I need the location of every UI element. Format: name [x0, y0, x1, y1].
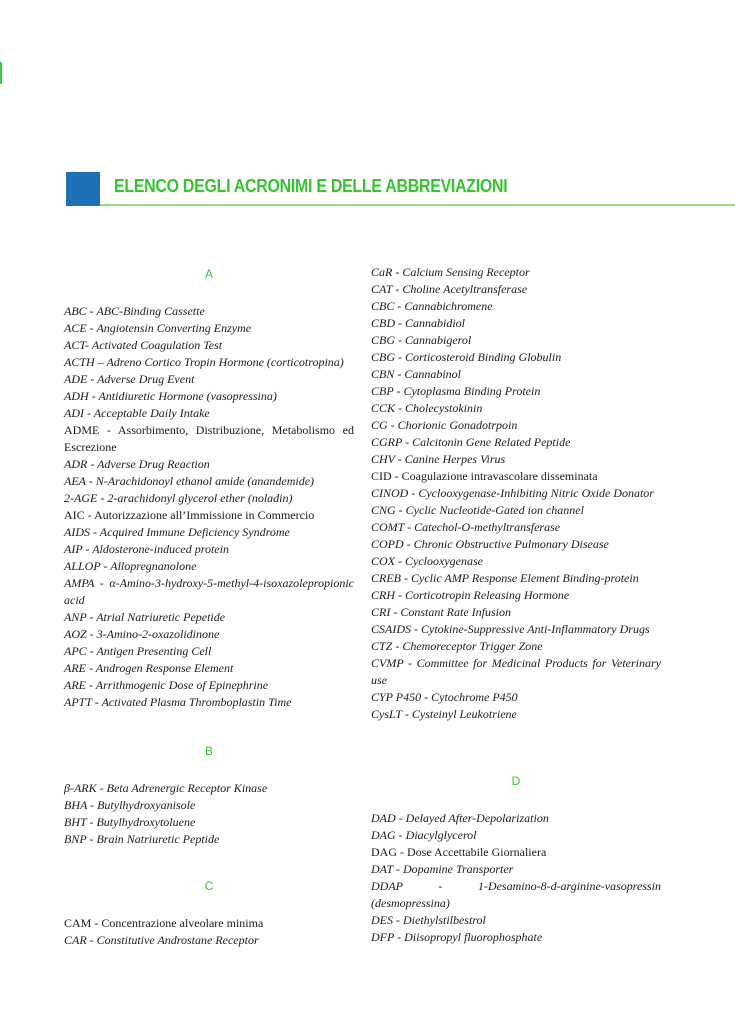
acronym-entry: CG - Chorionic Gonadotrpoin	[371, 418, 518, 432]
acronym-entry: CCK - Cholecystokinin	[371, 401, 483, 415]
section-c	[64, 878, 354, 949]
acronym-entry: DAG - Diacylglycerol	[371, 828, 477, 842]
acronym-entry: CysLT - Cysteinyl Leukotriene	[371, 707, 517, 721]
acronym-entry: ADE - Adverse Drug Event	[64, 372, 195, 386]
acronym-entry: ACTH – Adreno Cortico Tropin Hormone (corticotropina)	[64, 355, 344, 369]
acronym-entry: CRI - Constant Rate Infusion	[371, 605, 511, 619]
acronym-entry: ADME - Assorbimento, Distribuzione, Metabolismo ed Escrezione	[64, 423, 354, 454]
entry-list	[371, 810, 661, 946]
acronym-entry: CBN - Cannabinol	[371, 367, 462, 381]
acronym-entry: ACT- Activated Coagulation Test	[64, 338, 223, 352]
acronym-entry: ARE - Androgen Response Element	[64, 661, 234, 675]
acronym-entry: DAD - Delayed After-Depolarization	[371, 811, 549, 825]
acronym-entry: β-ARK - Beta Adrenergic Receptor Kinase	[64, 781, 268, 795]
acronym-entry: APC - Antigen Presenting Cell	[64, 644, 212, 658]
acronym-entry: CRH - Corticotropin Releasing Hormone	[371, 588, 570, 602]
page-title: ELENCO DEGLI ACRONIMI E DELLE ABBREVIAZIONI	[114, 175, 508, 196]
acronym-entry: CTZ - Chemoreceptor Trigger Zone	[371, 639, 543, 653]
acronym-entry: BHT - Butylhydroxytoluene	[64, 815, 196, 829]
header-rule	[100, 204, 735, 206]
acronym-entry: DES - Diethylstilbestrol	[371, 913, 486, 927]
acronym-entry: CSAIDS - Cytokine-Suppressive Anti-Inflammatory Drugs	[371, 622, 650, 636]
entry-list	[371, 264, 661, 723]
acronym-entry: DAT - Dopamine Transporter	[371, 862, 514, 876]
acronym-entry: CaR - Calcium Sensing Receptor	[371, 265, 530, 279]
section-c-continued	[371, 264, 661, 723]
section-header	[66, 172, 735, 208]
section-a	[64, 266, 354, 711]
acronym-entry: BNP - Brain Natriuretic Peptide	[64, 832, 220, 846]
section-letter: D	[511, 774, 521, 788]
acronym-entry: AMPA - α-Amino-3-hydroxy-5-methyl-4-isoxazolepropionic acid	[64, 576, 354, 607]
acronym-entry: ANP - Atrial Natriuretic Pepetide	[64, 610, 226, 624]
acronym-entry: CVMP - Committee for Medicinal Products for Veterinary use	[371, 656, 661, 687]
acronym-entry: CAM - Concentrazione alveolare minima	[64, 916, 264, 930]
acronym-entry: ADI - Acceptable Daily Intake	[64, 406, 210, 420]
entry-list	[64, 303, 354, 711]
acronym-entry: AIC - Autorizzazione all’Immissione in Commercio	[64, 508, 315, 522]
acronym-entry: COX - Cyclooxygenase	[371, 554, 483, 568]
acronym-entry: BHA - Butylhydroxyanisole	[64, 798, 196, 812]
acronym-entry: ACE - Angiotensin Converting Enzyme	[64, 321, 252, 335]
acronym-entry: CBG - Cannabigerol	[371, 333, 472, 347]
acronym-entry: AOZ - 3-Amino-2-oxazolidinone	[64, 627, 220, 641]
section-b	[64, 743, 354, 848]
acronym-entry: APTT - Activated Plasma Thromboplastin Time	[64, 695, 292, 709]
acronym-entry: ADR - Adverse Drug Reaction	[64, 457, 210, 471]
acronym-entry: CBD - Cannabidiol	[371, 316, 466, 330]
acronym-entry: 2-AGE - 2-arachidonyl glycerol ether (noladin)	[64, 491, 293, 505]
acronym-entry: CHV - Canine Herpes Virus	[371, 452, 506, 466]
acronym-entry: AIDS - Acquired Immune Deficiency Syndrome	[64, 525, 290, 539]
acronym-entry: CBG - Corticosteroid Binding Globulin	[371, 350, 562, 364]
acronym-entry: DDAP - 1-Desamino-8-d-arginine-vasopressin (desmopressina)	[371, 879, 661, 910]
section-letter: B	[204, 744, 213, 758]
section-d	[371, 773, 661, 946]
entry-list	[64, 780, 354, 848]
acronym-entry: ALLOP - Allopregnanolone	[64, 559, 197, 573]
section-letter: C	[204, 879, 214, 893]
acronym-entry: ABC - ABC-Binding Cassette	[64, 304, 205, 318]
acronym-entry: AIP - Aldosterone-induced protein	[64, 542, 229, 556]
acronym-entry: DAG - Dose Accettabile Giornaliera	[371, 845, 547, 859]
acronym-entry: CNG - Cyclic Nucleotide-Gated ion channel	[371, 503, 584, 517]
acronym-entry: CGRP - Calcitonin Gene Related Peptide	[371, 435, 571, 449]
entry-list	[64, 915, 354, 949]
acronym-entry: CBC - Cannabichromene	[371, 299, 493, 313]
acronym-entry: ADH - Antidiuretic Hormone (vasopressina)	[64, 389, 277, 403]
header-color-block	[66, 172, 100, 206]
acronym-entry: DFP - Diisopropyl fluorophosphate	[371, 930, 543, 944]
acronym-entry: COMT - Catechol-O-methyltransferase	[371, 520, 561, 534]
acronym-entry: ARE - Arrithmogenic Dose of Epinephrine	[64, 678, 269, 692]
acronym-entry: CAR - Constitutive Androstane Receptor	[64, 933, 259, 947]
acronym-entry: CAT - Choline Acetyltransferase	[371, 282, 528, 296]
acronym-entry: CREB - Cyclic AMP Response Element Binding-protein	[371, 571, 639, 585]
acronym-entry: CINOD - Cyclooxygenase-Inhibiting Nitric Oxide Donator	[371, 486, 654, 500]
page-edge-marker	[0, 62, 2, 84]
acronym-entry: CBP - Cytoplasma Binding Protein	[371, 384, 541, 398]
section-letter: A	[204, 267, 213, 281]
acronym-entry: CID - Coagulazione intravascolare disseminata	[371, 469, 598, 483]
acronym-entry: COPD - Chronic Obstructive Pulmonary Disease	[371, 537, 609, 551]
acronym-entry: AEA - N-Arachidonoyl ethanol amide (anandemide)	[64, 474, 315, 488]
acronym-entry: CYP P450 - Cytochrome P450	[371, 690, 518, 704]
